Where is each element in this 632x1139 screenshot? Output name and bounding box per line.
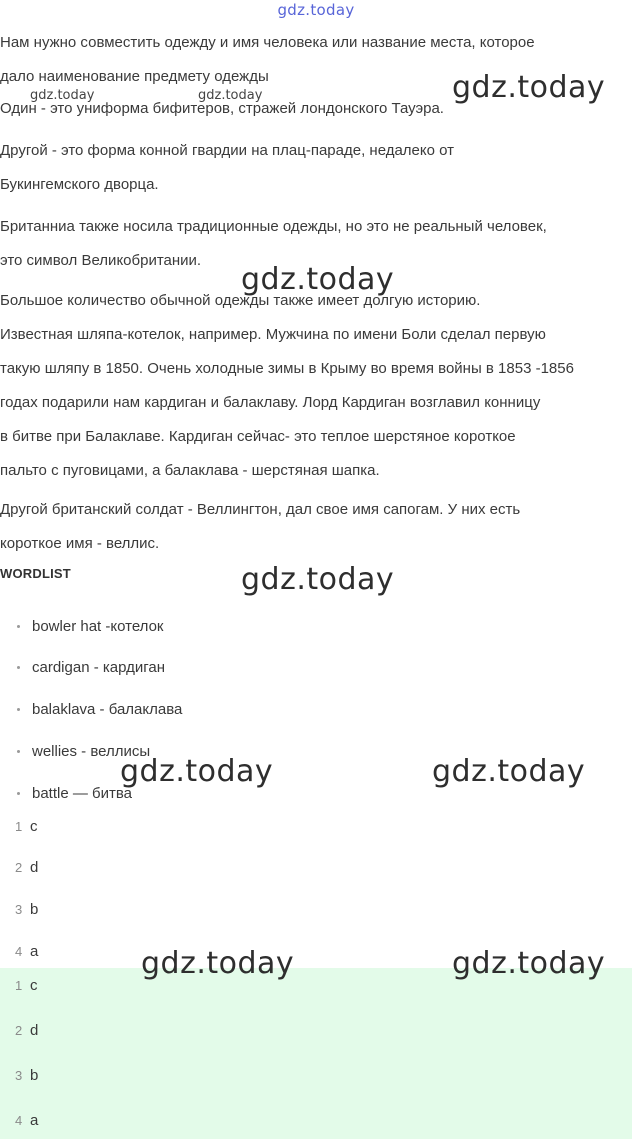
bullet-icon [17, 792, 20, 795]
answer-value: a [30, 943, 39, 960]
paragraph-line: Известная шляпа-котелок, например. Мужчина по имени Боли сделал первую [0, 326, 546, 343]
wordlist-item [17, 785, 132, 802]
answer-number: 3 [15, 902, 23, 917]
wordlist-item [17, 618, 163, 635]
watermark: gdz.today [198, 88, 263, 103]
answer-value: c [30, 977, 38, 994]
wordlist-item-text: balaklava - балаклава [32, 701, 183, 718]
paragraph-line: короткое имя - веллис. [0, 535, 160, 552]
watermark: gdz.today [452, 946, 606, 981]
answer-number: 1 [15, 978, 23, 993]
paragraph-line: дало наименование предмету одежды [0, 68, 269, 85]
answer-value: d [30, 859, 39, 876]
answer-row [15, 818, 38, 835]
paragraph-line: Другой - это форма конной гвардии на плац-параде, недалеко от [0, 142, 455, 159]
highlighted-answer-row [15, 1067, 38, 1084]
bullet-icon [17, 625, 20, 628]
answer-value: d [30, 1022, 39, 1039]
bullet-icon [17, 708, 20, 711]
answer-row [15, 859, 38, 876]
answer-number: 4 [15, 944, 23, 959]
wordlist-item-text: battle — битва [32, 785, 133, 802]
paragraph-6 [0, 493, 520, 561]
answer-row [15, 943, 38, 960]
highlighted-answer-row [15, 1112, 38, 1129]
wordlist-item-text: cardigan - кардиган [32, 659, 166, 676]
paragraph-5 [0, 284, 574, 488]
paragraph-line: в битве при Балаклаве. Кардиган сейчас- это теплое шерстяное короткое [0, 428, 516, 445]
answer-value: b [30, 1067, 39, 1084]
watermark: gdz.today [141, 946, 295, 981]
watermark: gdz.today [241, 262, 395, 297]
wordlist-item-text: wellies - веллисы [32, 743, 151, 760]
answer-number: 2 [15, 1023, 23, 1038]
wordlist-item [17, 701, 182, 718]
answer-value: a [30, 1112, 39, 1129]
answer-row [15, 901, 38, 918]
paragraph-line: это символ Великобритании. [0, 252, 202, 269]
answer-number: 4 [15, 1113, 23, 1128]
wordlist-heading: WORDLIST [0, 566, 71, 581]
paragraph-line: годах подарили нам кардиган и балаклаву. Лорд Кардиган возглавил конницу [0, 394, 541, 411]
wordlist-item-text: bowler hat -котелок [32, 618, 164, 635]
top-watermark: gdz.today [277, 1, 355, 19]
highlighted-answer-row [15, 1022, 38, 1039]
answer-value: b [30, 901, 39, 918]
paragraph-line: Один - это униформа бифитеров, стражей лондонского Тауэра. [0, 100, 444, 117]
paragraph-3 [0, 134, 454, 202]
wordlist-item [17, 659, 165, 676]
paragraph-line: Букингемского дворца. [0, 176, 159, 193]
paragraph-line: пальто с пуговицами, а балаклава - шерстяная шапка. [0, 462, 380, 479]
paragraph-line: Большое количество обычной одежды также имеет долгую историю. [0, 292, 481, 309]
answer-number: 3 [15, 1068, 23, 1083]
paragraph-line: Другой британский солдат - Веллингтон, дал свое имя сапогам. У них есть [0, 501, 521, 518]
bullet-icon [17, 750, 20, 753]
bullet-icon [17, 666, 20, 669]
paragraph-line: такую шляпу в 1850. Очень холодные зимы в Крыму во время войны в 1853 -1856 [0, 360, 574, 377]
answer-value: c [30, 818, 38, 835]
watermark: gdz.today [241, 562, 395, 597]
highlighted-answer-panel [0, 968, 632, 1139]
watermark: gdz.today [30, 88, 95, 103]
answer-number: 1 [15, 819, 23, 834]
watermark: gdz.today [432, 754, 586, 789]
watermark: gdz.today [452, 70, 606, 105]
paragraph-line: Британниа также носила традиционные одежды, но это не реальный человек, [0, 218, 547, 235]
paragraph-line: Нам нужно совместить одежду и имя человека или название места, которое [0, 34, 535, 51]
highlighted-answer-row [15, 977, 38, 994]
answer-number: 2 [15, 860, 23, 875]
watermark: gdz.today [120, 754, 274, 789]
